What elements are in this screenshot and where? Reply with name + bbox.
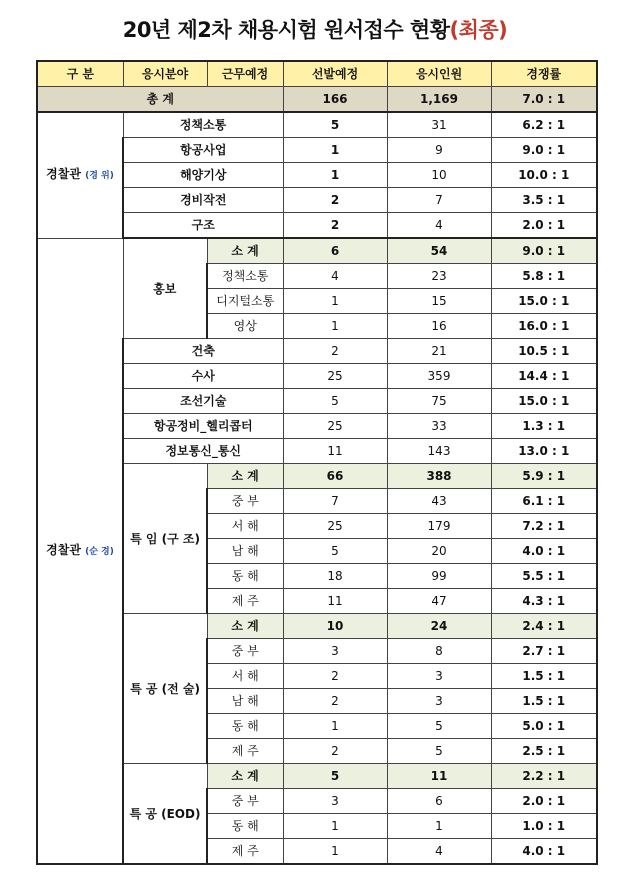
planned-cell: 2 [283,689,387,714]
applicants-cell: 54 [387,238,491,264]
planned-cell: 1 [283,138,387,163]
ratio-cell: 2.0 : 1 [491,789,597,814]
applicants-cell: 43 [387,489,491,514]
applicants-cell: 5 [387,739,491,764]
planned-cell: 25 [283,514,387,539]
ratio-cell: 5.9 : 1 [491,464,597,489]
total-planned: 166 [283,87,387,113]
field-name: 정보통신_통신 [123,439,283,464]
ratio-cell: 5.8 : 1 [491,264,597,289]
field-name: 항공정비_헬리콥터 [123,414,283,439]
applicants-cell: 5 [387,714,491,739]
total-ratio: 7.0 : 1 [491,87,597,113]
workplace-cell: 디지털소통 [207,289,283,314]
subtotal-label: 소 계 [207,764,283,789]
planned-cell: 18 [283,564,387,589]
field-name: 해양기상 [123,163,283,188]
recruitment-table [36,60,598,865]
planned-cell: 1 [283,839,387,865]
planned-cell: 5 [283,764,387,789]
ratio-cell: 2.4 : 1 [491,614,597,639]
applicants-cell: 388 [387,464,491,489]
table-row [37,112,597,138]
applicants-cell: 6 [387,789,491,814]
planned-cell: 1 [283,714,387,739]
workplace-cell: 중 부 [207,489,283,514]
workplace-cell: 서 해 [207,664,283,689]
title-main: 20년 제2차 채용시험 원서접수 현황 [122,18,450,42]
field-name: 수사 [123,364,283,389]
workplace-cell: 서 해 [207,514,283,539]
applicants-cell: 16 [387,314,491,339]
applicants-cell: 3 [387,689,491,714]
field-name: 정책소통 [123,112,283,138]
workplace-cell: 남 해 [207,539,283,564]
applicants-cell: 11 [387,764,491,789]
planned-cell: 11 [283,589,387,614]
page-title [0,14,630,44]
applicants-cell: 47 [387,589,491,614]
applicants-cell: 21 [387,339,491,364]
applicants-cell: 359 [387,364,491,389]
ratio-cell: 6.1 : 1 [491,489,597,514]
rank-note: (경 위) [85,171,114,182]
planned-cell: 1 [283,289,387,314]
workplace-cell: 중 부 [207,639,283,664]
header-category: 구 분 [37,61,123,87]
table-header [37,61,597,87]
field-name: 항공사업 [123,138,283,163]
applicants-cell: 4 [387,213,491,239]
applicants-cell: 99 [387,564,491,589]
planned-cell: 66 [283,464,387,489]
planned-cell: 2 [283,664,387,689]
planned-cell: 2 [283,739,387,764]
applicants-cell: 4 [387,839,491,865]
planned-cell: 3 [283,789,387,814]
ratio-cell: 2.0 : 1 [491,213,597,239]
applicants-cell: 8 [387,639,491,664]
ratio-cell: 4.0 : 1 [491,539,597,564]
applicants-cell: 10 [387,163,491,188]
rank-sergeant [37,238,123,864]
rank-note: (순 경) [85,546,114,557]
applicants-cell: 31 [387,112,491,138]
ratio-cell: 4.3 : 1 [491,589,597,614]
rank-inspector [37,112,123,238]
planned-cell: 7 [283,489,387,514]
ratio-cell: 10.0 : 1 [491,163,597,188]
planned-cell: 2 [283,213,387,239]
workplace-cell: 동 해 [207,564,283,589]
planned-cell: 2 [283,339,387,364]
header-field: 응시분야 [123,61,207,87]
rank-label: 경찰관 [46,542,81,557]
ratio-cell: 6.2 : 1 [491,112,597,138]
ratio-cell: 14.4 : 1 [491,364,597,389]
ratio-cell: 2.5 : 1 [491,739,597,764]
ratio-cell: 9.0 : 1 [491,238,597,264]
header-planned: 선발예정 [283,61,387,87]
planned-cell: 2 [283,188,387,213]
planned-cell: 5 [283,389,387,414]
rank-label: 경찰관 [46,167,81,182]
workplace-cell: 남 해 [207,689,283,714]
ratio-cell: 5.0 : 1 [491,714,597,739]
ratio-cell: 3.5 : 1 [491,188,597,213]
planned-cell: 6 [283,238,387,264]
workplace-cell: 영상 [207,314,283,339]
planned-cell: 11 [283,439,387,464]
field-name: 구조 [123,213,283,239]
workplace-cell: 동 해 [207,714,283,739]
ratio-cell: 2.7 : 1 [491,639,597,664]
ratio-cell: 15.0 : 1 [491,389,597,414]
planned-cell: 1 [283,814,387,839]
applicants-cell: 20 [387,539,491,564]
ratio-cell: 1.3 : 1 [491,414,597,439]
table-row [37,238,597,264]
workplace-cell: 중 부 [207,789,283,814]
applicants-cell: 23 [387,264,491,289]
field-name: 건축 [123,339,283,364]
group-rescue: 특 임 (구 조) [123,464,207,614]
applicants-cell: 24 [387,614,491,639]
group-eod: 특 공 (EOD) [123,764,207,865]
planned-cell: 5 [283,539,387,564]
total-row [37,87,597,113]
applicants-cell: 3 [387,664,491,689]
subtotal-label: 소 계 [207,464,283,489]
ratio-cell: 13.0 : 1 [491,439,597,464]
ratio-cell: 5.5 : 1 [491,564,597,589]
planned-cell: 1 [283,163,387,188]
subtotal-label: 소 계 [207,614,283,639]
header-applicants: 응시인원 [387,61,491,87]
applicants-cell: 9 [387,138,491,163]
group-tactics: 특 공 (전 술) [123,614,207,764]
ratio-cell: 16.0 : 1 [491,314,597,339]
workplace-cell: 제 주 [207,839,283,865]
applicants-cell: 75 [387,389,491,414]
ratio-cell: 4.0 : 1 [491,839,597,865]
ratio-cell: 1.5 : 1 [491,689,597,714]
ratio-cell: 7.2 : 1 [491,514,597,539]
workplace-cell: 정책소통 [207,264,283,289]
total-applicants: 1,169 [387,87,491,113]
applicants-cell: 143 [387,439,491,464]
applicants-cell: 7 [387,188,491,213]
workplace-cell: 제 주 [207,739,283,764]
title-highlight: (최종) [449,18,508,42]
ratio-cell: 15.0 : 1 [491,289,597,314]
group-pr: 홍보 [123,238,207,339]
field-name: 조선기술 [123,389,283,414]
applicants-cell: 33 [387,414,491,439]
planned-cell: 5 [283,112,387,138]
planned-cell: 10 [283,614,387,639]
ratio-cell: 1.5 : 1 [491,664,597,689]
ratio-cell: 1.0 : 1 [491,814,597,839]
planned-cell: 3 [283,639,387,664]
planned-cell: 1 [283,314,387,339]
header-workplace: 근무예정 [207,61,283,87]
planned-cell: 4 [283,264,387,289]
planned-cell: 25 [283,414,387,439]
planned-cell: 25 [283,364,387,389]
applicants-cell: 1 [387,814,491,839]
ratio-cell: 2.2 : 1 [491,764,597,789]
workplace-cell: 제 주 [207,589,283,614]
field-name: 경비작전 [123,188,283,213]
workplace-cell: 동 해 [207,814,283,839]
total-label: 총 계 [37,87,283,113]
header-ratio: 경쟁률 [491,61,597,87]
applicants-cell: 15 [387,289,491,314]
subtotal-label: 소 계 [207,238,283,264]
ratio-cell: 9.0 : 1 [491,138,597,163]
ratio-cell: 10.5 : 1 [491,339,597,364]
applicants-cell: 179 [387,514,491,539]
